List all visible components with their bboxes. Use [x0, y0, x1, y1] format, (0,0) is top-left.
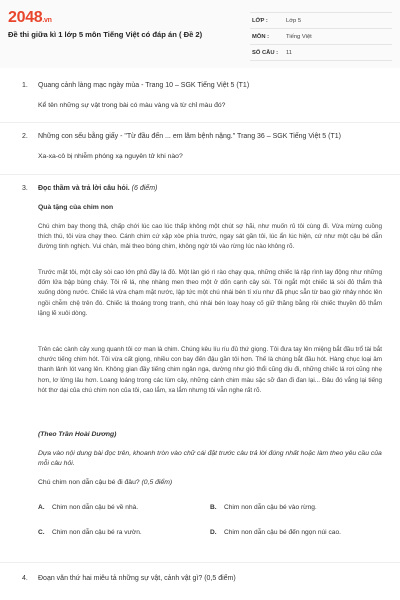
question-text — [38, 184, 388, 194]
question-points: (6 điểm) — [129, 185, 158, 192]
question-heading: Đọc thầm và trả lời câu hỏi. — [38, 185, 130, 192]
meta-value: Lớp 5 — [286, 17, 302, 24]
divider — [0, 122, 400, 123]
question-number: 2. — [22, 133, 28, 140]
option-text: Chim non dẫn cậu bé vào rừng. — [224, 504, 317, 511]
sub-question-points: (0,5 điểm) — [139, 479, 173, 486]
story-author: (Theo Trần Hoài Dương) — [38, 431, 117, 438]
story-paragraph-1: Chú chim bay thong thả, chấp chới lúc cao lúc thấp không một chút sợ hãi, như muốn rủ tôi cùng đi. Vừa mừng cuồng thích thú, tôi vừa chạy theo. Cánh chim cứ xập xòe phía trước, ngay sát gần tôi, lúc ẩn lúc hiện, cứ như một cậu bé dẫn đường tinh nghịch. Vui chân, mải theo bóng chim, không ngờ tôi vào rừng lúc nào không rõ. — [38, 223, 382, 251]
option-letter: B. — [210, 504, 217, 511]
answer-option-b[interactable] — [210, 503, 317, 513]
story-paragraph-3: Trên các cành cây xung quanh tôi cơ man là chim. Chúng kêu líu ríu đủ thứ giọng. Tôi đưa tay lên miệng bắt đầu trổ tài bắt chước tiếng chim hót. Tôi vừa cất giọng, nhiều con bay đến đậu gần tôi hơn. Thế là chúng bắt đầu hót. Hàng chục loại âm thanh lảnh lót vang lên. Không gian đầy tiếng chim ngân nga, dường như gió thổi cũng dịu đi, những chiếc lá rơi cũng nhẹ hơn, lơ lửng lâu hơn. Loang loáng trong các lùm cây, những cánh chim màu sặc sỡ đan đi đan lại... Đâu đó vắng lại tiếng hót thơ dại của chú chim non của tôi, cao lắm, xa lắm nhưng tôi vẫn nghe rất rõ. — [38, 346, 382, 394]
option-text: Chim non dẫn cậu bé về nhà. — [52, 504, 139, 511]
page-title: Đề thi giữa kì 1 lớp 5 môn Tiếng Việt có đáp án ( Đề 2) — [8, 30, 203, 39]
meta-row-grade — [250, 13, 392, 29]
story-title: Quà tặng của chim non — [38, 204, 114, 211]
sub-question-text: Chú chim non dẫn cậu bé đi đâu? — [38, 479, 140, 486]
answer-option-d[interactable] — [210, 528, 341, 538]
question-number: 1. — [22, 82, 28, 89]
option-letter: A. — [38, 504, 45, 511]
meta-value: 11 — [286, 49, 293, 56]
question-2-prompt: Xa-xa-cô bị nhiễm phóng xạ nguyên tử khi nào? — [38, 153, 183, 160]
meta-key: MÔN : — [252, 33, 270, 40]
answer-option-c[interactable] — [38, 528, 142, 538]
question-1-prompt: Kể tên những sự vật trong bài có màu vàng và từ chỉ màu đó? — [38, 102, 226, 109]
answer-option-a[interactable] — [38, 503, 138, 513]
meta-row-subject — [250, 29, 392, 45]
question-text: Đoạn văn thứ hai miêu tả những sự vật, cảnh vật gì? (0,5 điểm) — [38, 575, 236, 582]
meta-key: LỚP : — [252, 17, 268, 24]
question-text: Những con sếu bằng giấy - "Từ đầu đến ... em lâm bệnh nặng." Trang 36 – SGK Tiếng Việt 5 (T1) — [38, 133, 341, 140]
story-paragraph-2: Trước mặt tôi, một cây sòi cao lớn phủ đầy lá đỏ. Một làn gió rì rào chạy qua, những chiếc lá rập rình lay động như những đốm lửa bập bùng cháy. Tôi rẽ lá, nhẹ nhàng men theo một ở dốn cạnh cây sòi. Tôi ngắt một chiếc lá sòi đỏ thắm thả xuống dòng nước. Chiếc lá vừa chạm mặt nước, lập tức một chú nhái bén tí xíu như đã phục sẵn từ bao giờ nhảy nhóc lên ngồi chễm chệ trên đó. Chiếc lá thoáng trong tranh, chú nhái bén loay hoay cố giữ thăng bằng rồi chiếc thuyền đỏ thắm lặng lẽ xuôi dòng. — [38, 269, 382, 317]
question-number: 3. — [22, 185, 28, 192]
exam-meta-table — [250, 12, 392, 61]
option-letter: D. — [210, 529, 217, 536]
option-letter: C. — [38, 529, 45, 536]
divider — [0, 174, 400, 175]
meta-row-question-count — [250, 45, 392, 61]
page-header — [0, 0, 400, 68]
sub-question — [38, 478, 390, 488]
question-text: Quang cảnh làng mạc ngày mùa - Trang 10 – SGK Tiếng Việt 5 (T1) — [38, 82, 250, 89]
reading-instruction: Dựa vào nội dung bài đọc trên, khoanh tròn vào chữ cái đặt trước câu trả lời đúng nhất hoặc làm theo yêu cầu của mỗi câu hỏi. — [38, 450, 382, 467]
site-logo[interactable]: 2048.vn — [8, 9, 52, 26]
divider — [0, 562, 400, 563]
option-text: Chim non dẫn cậu bé ra vườn. — [52, 529, 142, 536]
meta-value: Tiếng Việt — [286, 33, 312, 40]
option-text: Chim non dẫn cậu bé đến ngọn núi cao. — [224, 529, 341, 536]
question-number: 4. — [22, 575, 28, 582]
meta-key: SỐ CÂU : — [252, 49, 279, 56]
